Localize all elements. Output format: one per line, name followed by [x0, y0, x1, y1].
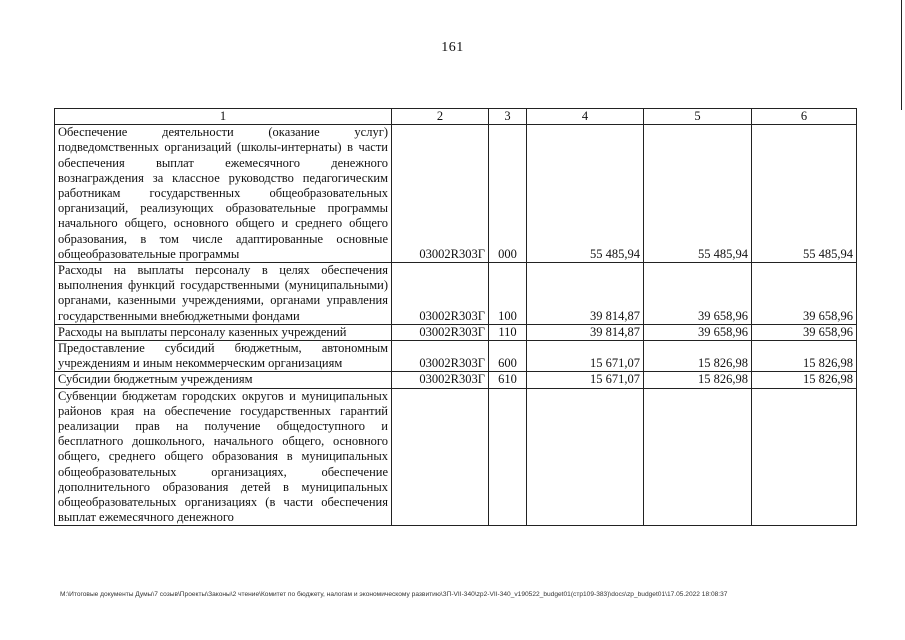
row-value-col5 — [644, 388, 752, 526]
row-value-col5: 55 485,94 — [644, 125, 752, 263]
row-description: Расходы на выплаты персоналу в целях обеспечения выполнения функций государственными (муниципальными) органами, казенными учреждениями, органами управления государственными внебюджетными фондами — [55, 263, 392, 325]
row-code: 03002R303Г — [392, 341, 489, 372]
row-expense-kind: 600 — [489, 341, 527, 372]
table-header-row — [55, 109, 857, 125]
row-expense-kind: 610 — [489, 372, 527, 388]
row-value-col4: 15 671,07 — [527, 372, 644, 388]
table-row — [55, 388, 857, 526]
column-header: 5 — [644, 109, 752, 125]
row-value-col5: 15 826,98 — [644, 372, 752, 388]
row-code: 03002R303Г — [392, 263, 489, 325]
row-value-col6: 15 826,98 — [752, 372, 857, 388]
row-code — [392, 388, 489, 526]
column-header: 4 — [527, 109, 644, 125]
row-description: Расходы на выплаты персоналу казенных учреждений — [55, 324, 392, 340]
row-expense-kind: 000 — [489, 125, 527, 263]
row-value-col5: 39 658,96 — [644, 263, 752, 325]
table-row — [55, 263, 857, 325]
column-header: 2 — [392, 109, 489, 125]
row-value-col6: 39 658,96 — [752, 263, 857, 325]
table-row — [55, 341, 857, 372]
row-code: 03002R303Г — [392, 372, 489, 388]
column-header: 3 — [489, 109, 527, 125]
row-value-col4: 55 485,94 — [527, 125, 644, 263]
row-description: Субвенции бюджетам городских округов и муниципальных районов края на обеспечение государственных гарантий реализации прав на получение общедоступного и бесплатного дошкольного, начального общего, основного общего, среднего общего образования в муниципальных общеобразовательных организациях, обеспечение дополнительного образования детей в муниципальных общеобразовательных организациях (в части обеспечения выплат ежемесячного денежного — [55, 388, 392, 526]
row-value-col4: 39 814,87 — [527, 324, 644, 340]
margin-rule — [901, 0, 902, 110]
row-value-col6: 39 658,96 — [752, 324, 857, 340]
row-value-col6 — [752, 388, 857, 526]
row-description: Предоставление субсидий бюджетным, автономным учреждениям и иным некоммерческим организациям — [55, 341, 392, 372]
row-value-col5: 39 658,96 — [644, 324, 752, 340]
column-header: 6 — [752, 109, 857, 125]
row-value-col4: 39 814,87 — [527, 263, 644, 325]
row-value-col6: 55 485,94 — [752, 125, 857, 263]
row-expense-kind: 100 — [489, 263, 527, 325]
row-value-col4 — [527, 388, 644, 526]
table-row — [55, 372, 857, 388]
row-value-col5: 15 826,98 — [644, 341, 752, 372]
row-description: Субсидии бюджетным учреждениям — [55, 372, 392, 388]
document-footer-path: M:\Итоговые документы Думы\7 созыв\Проекты\Законы\2 чтение\Комитет по бюджету, налогам и экономическому развитию\ЗП-VII-340\zp2-VII-340_v190522_budget01(стр109-383)\docs\zp_budget01\17.05.2022 18:08:37 — [60, 591, 728, 598]
row-expense-kind: 110 — [489, 324, 527, 340]
row-value-col6: 15 826,98 — [752, 341, 857, 372]
table-row — [55, 125, 857, 263]
row-value-col4: 15 671,07 — [527, 341, 644, 372]
row-expense-kind — [489, 388, 527, 526]
row-code: 03002R303Г — [392, 125, 489, 263]
page-number: 161 — [441, 40, 464, 55]
budget-table — [54, 108, 857, 526]
table-row — [55, 324, 857, 340]
row-description: Обеспечение деятельности (оказание услуг) подведомственных организаций (школы-интернаты) в части обеспечения выплат ежемесячного денежного вознаграждения за классное руководство педагогическим работникам государственных общеобразовательных организаций, реализующих образовательные программы начального общего, основного общего и среднего общего образования, в том числе адаптированные основные общеобразовательные программы — [55, 125, 392, 263]
row-code: 03002R303Г — [392, 324, 489, 340]
column-header: 1 — [55, 109, 392, 125]
